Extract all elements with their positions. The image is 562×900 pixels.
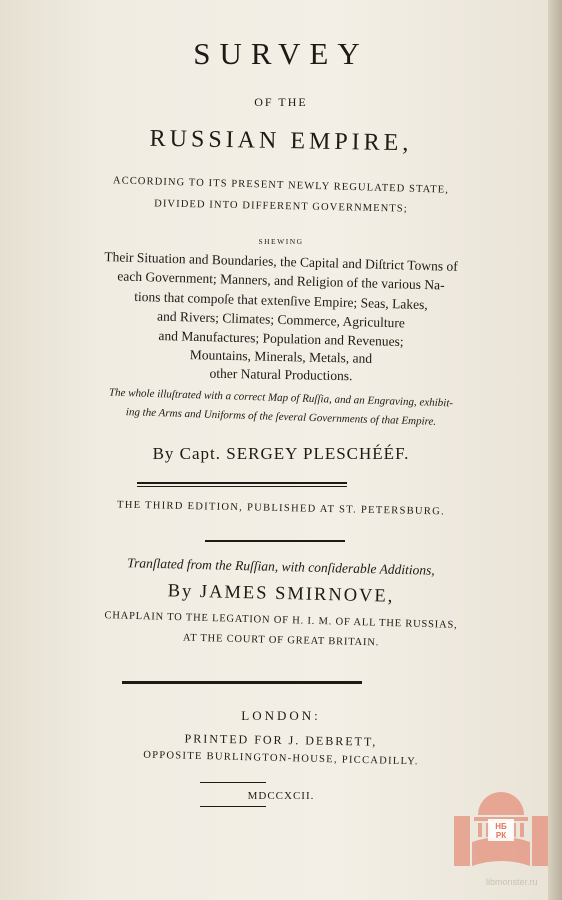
according-line-2: DIVIDED INTO DIFFERENT GOVERNMENTS; [154, 198, 408, 215]
chaplain-line-2: AT THE COURT OF GREAT BRITAIN. [182, 632, 380, 649]
double-rule-1 [137, 482, 347, 487]
shewing-label: SHEWING [258, 237, 304, 246]
year-rule-bottom [200, 806, 266, 807]
year-line: MDCCXCII. [247, 790, 315, 802]
title: SURVEY [193, 36, 369, 71]
stamp-letters-bottom: РК [495, 831, 507, 840]
library-stamp-logo [452, 788, 550, 872]
printer-line: PRINTED FOR J. DEBRETT, [184, 731, 378, 749]
author-line: By Capt. SERGEY PLESCHÉÉF. [152, 444, 410, 463]
double-rule-2 [122, 681, 362, 684]
of-the-line: OF THE [254, 95, 308, 109]
year-rule-top [200, 782, 266, 783]
chaplain-line-1: CHAPLAIN TO THE LEGATION OF H. I. M. OF ALL THE RUSSIAS, [104, 610, 458, 631]
translator-line: By JAMES SMIRNOVE, [167, 581, 395, 607]
contents-line-6: Mountains, Minerals, Metals, and [189, 347, 373, 366]
contents-line-5: and Manufactures; Population and Revenues; [158, 328, 404, 349]
watermark: libmonster.ru [486, 877, 538, 887]
address-line: OPPOSITE BURLINGTON-HOUSE, PICCADILLY. [143, 749, 419, 768]
contents-line-7: other Natural Productions. [209, 365, 353, 384]
city-line: LONDON: [241, 708, 321, 723]
contents-line-2: each Government; Manners, and Religion of the various Na- [117, 268, 445, 293]
illustrated-line-1: The whole illuſtrated with a correct Map of Ruſſia, and an Engraving, exhibit- [108, 386, 454, 410]
edition-line: THE THIRD EDITION, PUBLISHED AT ST. PETERSBURG. [116, 499, 446, 518]
translated-line: Tranſlated from the Ruſſian, with conſiderable Additions, [127, 555, 435, 578]
contents-line-4: and Rivers; Climates; Commerce, Agriculture [156, 308, 406, 331]
according-line-1: ACCORDING TO ITS PRESENT NEWLY REGULATED STATE, [112, 175, 450, 196]
contents-line-1: Their Situation and Boundaries, the Capital and Diſtrict Towns of [104, 249, 458, 274]
short-rule [205, 540, 345, 542]
illustrated-line-2: ing the Arms and Uniforms of the ſeveral Governments of that Empire. [125, 406, 437, 428]
subject-line: RUSSIAN EMPIRE, [149, 125, 413, 157]
stamp-letters-top: НБ [495, 822, 507, 831]
contents-line-3: tions that compoſe that extenſive Empire; Seas, Lakes, [134, 288, 428, 313]
